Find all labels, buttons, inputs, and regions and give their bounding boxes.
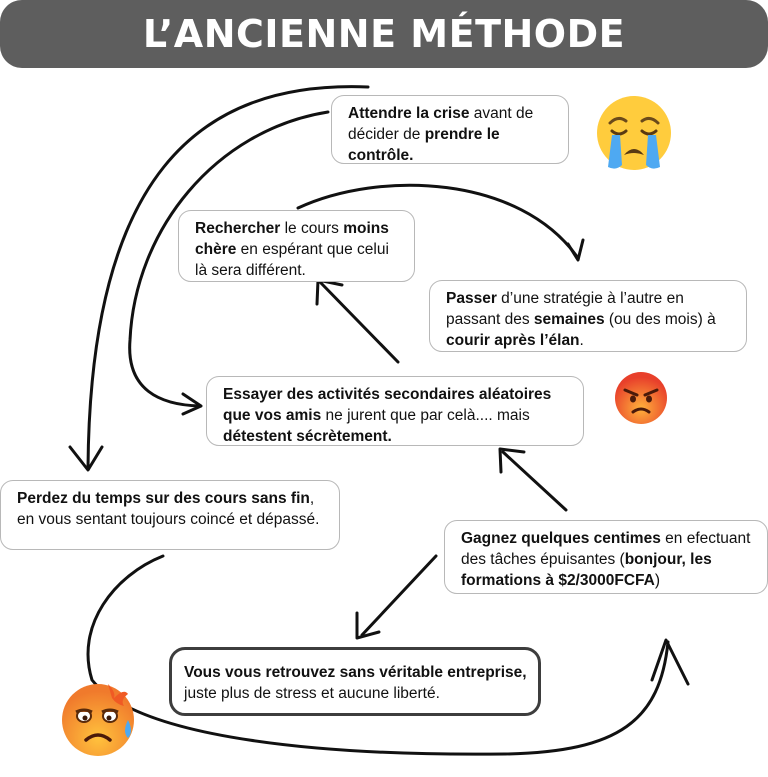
step-result-text — [184, 664, 527, 702]
step-side-activities-text — [223, 386, 551, 445]
step-crisis-text — [348, 105, 533, 164]
text-segment: en espérant que celui là sera différent. — [195, 241, 389, 279]
arrowhead-loop-up — [652, 640, 688, 684]
crying-face-emoji — [594, 93, 674, 173]
page-title: L’ANCIENNE MÉTHODE — [142, 12, 626, 56]
arrowhead-strategy — [568, 240, 583, 260]
bold-segment: Perdez du temps sur des cours sans fin — [17, 490, 310, 507]
step-crisis — [331, 95, 569, 164]
text-segment: le cours — [280, 220, 344, 237]
step-endless-courses — [0, 480, 340, 550]
bold-segment: courir après l’élan — [446, 332, 580, 349]
step-cents — [444, 520, 768, 594]
bold-segment: semaines — [533, 311, 605, 328]
bold-segment: prendre le contrôle. — [348, 126, 500, 164]
text-segment: . — [579, 332, 584, 349]
text-segment: d’une stratégie à l’autre en passant des — [446, 290, 684, 328]
bold-segment: moins chère — [195, 220, 389, 258]
bold-segment: Gagnez quelques centimes — [461, 530, 661, 547]
arrowhead-result — [357, 613, 379, 638]
bold-segment: Rechercher — [195, 220, 281, 237]
text-segment: juste plus de stress et aucune liberté. — [184, 685, 440, 702]
bold-segment: Attendre la crise — [348, 105, 470, 122]
text-segment: (ou des mois) à — [604, 311, 716, 328]
bold-segment: Vous vous retrouvez sans véritable entreprise, — [184, 664, 527, 681]
bold-segment: Essayer des activités secondaires aléatoires que vos amis — [223, 386, 552, 424]
bold-segment: bonjour, les formations à $2/3000FCFA — [461, 551, 712, 589]
step-cents-text — [461, 530, 750, 589]
arrow-side-to-cheap — [320, 282, 398, 362]
text-segment: avant de décider de — [348, 105, 534, 143]
step-strategy — [429, 280, 747, 352]
step-result — [169, 647, 541, 716]
text-segment: ) — [654, 572, 660, 589]
exhausted-face-emoji — [58, 676, 142, 760]
step-endless-courses-text — [17, 490, 319, 528]
text-segment: , en vous sentant toujours coincé et dépassé. — [17, 490, 320, 528]
text-segment: en efectuant des tâches épuisantes ( — [461, 530, 751, 568]
step-cheap-course — [178, 210, 415, 282]
bold-segment: Passer — [446, 290, 497, 307]
step-cheap-course-text — [195, 220, 389, 279]
arrow-cents-to-result — [362, 556, 436, 635]
arrow-cents-to-side — [503, 452, 566, 510]
bold-segment: détestent sécrètement. — [223, 428, 392, 445]
step-side-activities — [206, 376, 584, 446]
arrowhead-endless — [70, 447, 102, 470]
step-strategy-text — [446, 290, 716, 349]
angry-face-emoji — [613, 370, 669, 426]
text-segment: ne jurent que par celà.... mais — [321, 407, 530, 424]
